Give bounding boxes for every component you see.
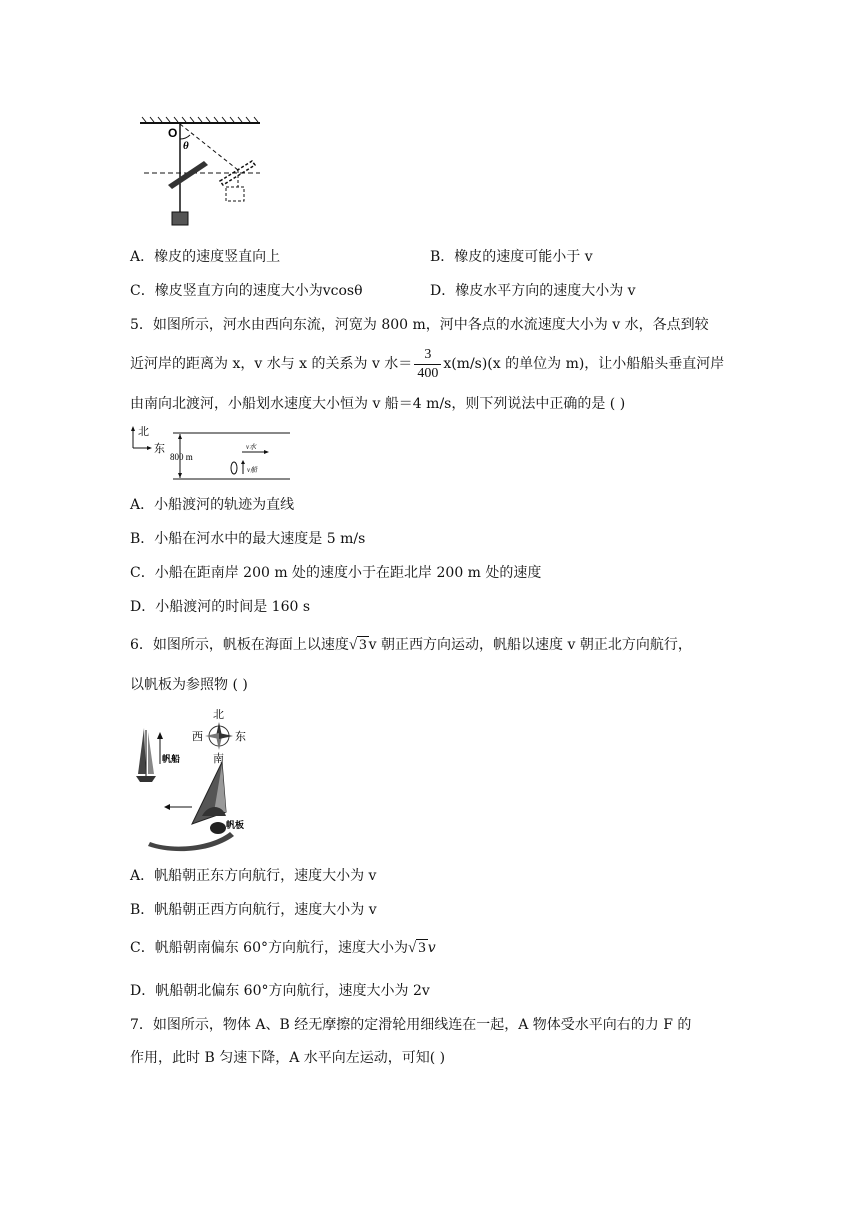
q5-option-d: D．小船渡河的时间是 160 s: [130, 599, 311, 615]
q4-option-b: B．橡皮的速度可能小于 v: [430, 249, 593, 265]
q6-east-label: 东: [235, 730, 246, 743]
q6-option-d: D．帆船朝北偏东 60°方向航行，速度大小为 2v: [130, 983, 430, 999]
q6-option-c-sqrt-arg: 3: [418, 940, 426, 956]
q6-option-c-text: C．帆船朝南偏东 60°方向航行，速度大小为: [130, 940, 408, 956]
q6-sailboat-label: 帆船: [162, 755, 181, 765]
q5-width-label: 800 m: [170, 452, 193, 462]
q5-stem-line2-b: x(m/s)(x 的单位为 m)，让小船船头垂直河岸: [443, 356, 725, 372]
q6-sqrt-arg: 3: [359, 637, 367, 653]
q5-v-boat-label: v船: [247, 466, 258, 474]
q6-sqrt: √ 3: [348, 637, 367, 653]
q5-stem-line2: [130, 344, 724, 384]
q6-option-a: A．帆船朝正东方向航行，速度大小为 v: [130, 868, 377, 884]
q6-north-label: 北: [213, 708, 224, 721]
q5-stem-line1: 5．如图所示，河水由西向东流，河宽为 800 m，河中各点的水流速度大小为 v 水，各点到较: [130, 317, 709, 333]
q6-sailboard-label: 帆板: [226, 821, 245, 831]
q4-theta-label: θ: [183, 140, 189, 152]
q6-stem-line1: [130, 630, 692, 660]
q6-option-b: B．帆船朝正西方向航行，速度大小为 v: [130, 902, 377, 918]
q5-option-a: A．小船渡河的轨迹为直线: [130, 497, 295, 513]
q5-fraction: [414, 346, 441, 383]
q6-option-c: [130, 933, 436, 963]
q5-fraction-numerator: 3: [414, 346, 441, 365]
q5-option-b: B．小船在河水中的最大速度是 5 m/s: [130, 531, 366, 547]
q4-pendulum-figure: [138, 115, 268, 230]
q5-north-label: 北: [138, 425, 149, 438]
q5-east-label: 东: [154, 442, 165, 455]
q5-option-c: C．小船在距南岸 200 m 处的速度小于在距北岸 200 m 处的速度: [130, 565, 542, 581]
q6-stem-line1-b: v 朝正西方向运动，帆船以速度 v 朝正北方向航行，: [368, 637, 692, 653]
q6-stem-line1-a: 6．如图所示，帆板在海面上以速度: [130, 637, 349, 653]
q6-option-c-sqrt: √ 3: [407, 940, 426, 956]
q5-stem-line3: 由南向北渡河，小船划水速度大小恒为 v 船＝4 m/s，则下列说法中正确的是 ( ): [130, 396, 626, 412]
q6-sailing-figure: [130, 704, 260, 852]
q6-west-label: 西: [192, 730, 203, 743]
q5-stem-line2-a: 近河岸的距离为 x，v 水与 x 的关系为 v 水＝: [130, 356, 413, 372]
q6-option-c-v: v: [427, 940, 436, 956]
q4-option-c: C．橡皮竖直方向的速度大小为vcosθ: [130, 283, 363, 299]
q5-fraction-denominator: 400: [417, 365, 439, 381]
q6-south-label: 南: [213, 752, 224, 765]
q5-v-water-label: v水: [246, 443, 257, 451]
q4-o-label: O: [168, 126, 178, 140]
q5-river-figure: [128, 424, 298, 486]
q7-stem-line2: 作用，此时 B 匀速下降，A 水平向左运动，可知( ): [130, 1050, 446, 1066]
compass-rose-icon: [205, 722, 233, 750]
q4-option-a: A．橡皮的速度竖直向上: [130, 249, 281, 265]
q7-stem-line1: 7．如图所示，物体 A、B 经无摩擦的定滑轮用细线连在一起，A 物体受水平向右的力 F 的: [130, 1017, 692, 1033]
q4-option-d: D．橡皮水平方向的速度大小为 v: [430, 283, 636, 299]
sailboat-icon: [136, 728, 156, 782]
q6-stem-line2: 以帆板为参照物 ( ): [130, 677, 248, 693]
